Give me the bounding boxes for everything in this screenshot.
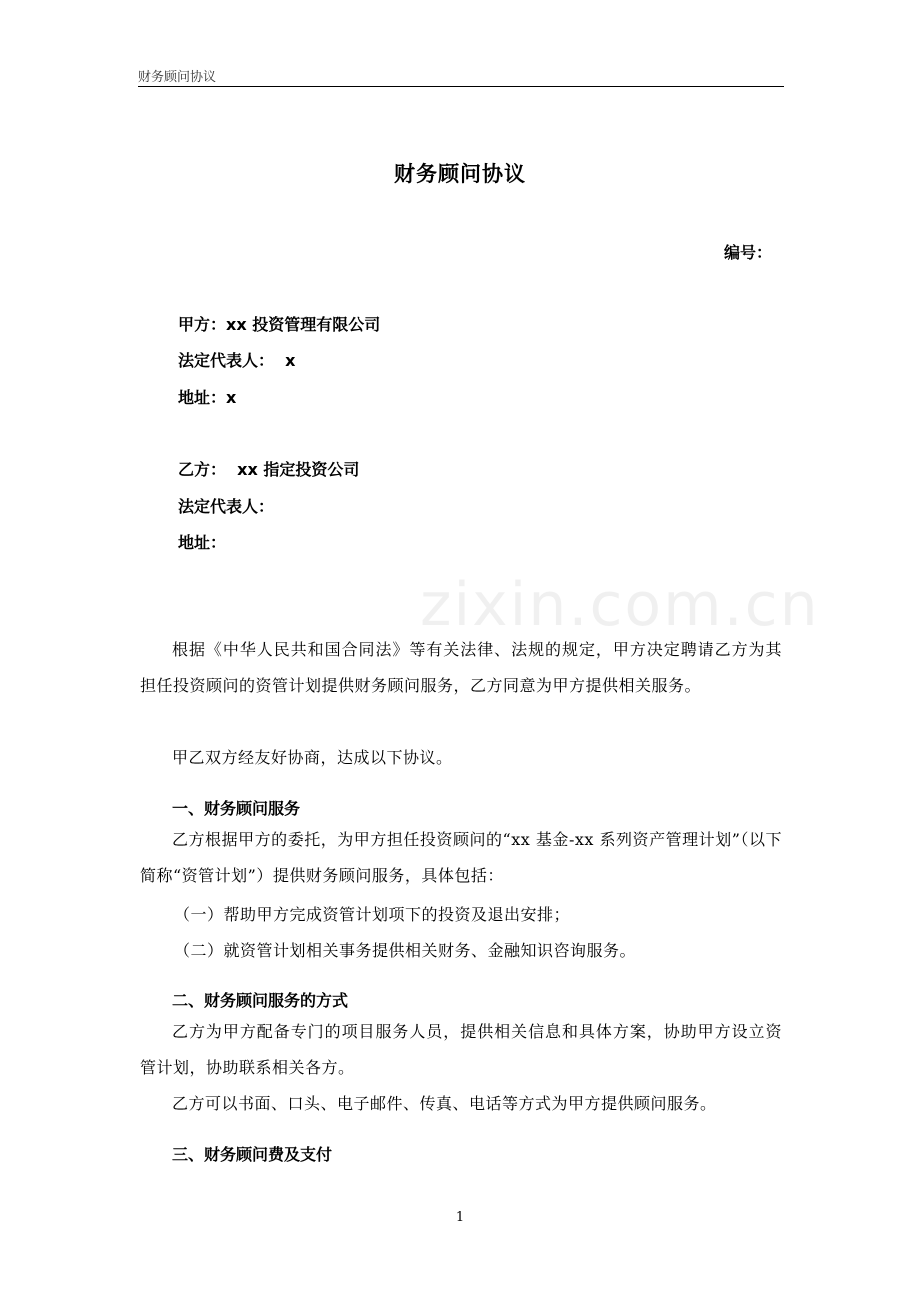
section-1-item-2: （二）就资管计划相关事务提供相关财务、金融知识咨询服务。 xyxy=(174,941,637,960)
party-a-name: 甲方：xx 投资管理有限公司 xyxy=(178,315,381,334)
document-number-label: 编号： xyxy=(723,243,772,262)
watermark: zixin.com.cn xyxy=(420,570,820,640)
section-2-paragraph-1: 乙方为甲方配备专门的项目服务人员，提供相关信息和具体方案，协助甲方设立资管计划，协助联系相关各方。 xyxy=(140,1022,782,1077)
intro-paragraph-2: 甲乙双方经友好协商，达成以下协议。 xyxy=(172,748,453,767)
section-1-heading: 一、财务顾问服务 xyxy=(172,799,301,818)
section-2-heading: 二、财务顾问服务的方式 xyxy=(172,991,349,1010)
party-b-name: 乙方： xx 指定投资公司 xyxy=(178,460,360,479)
intro-paragraph-1: 根据《中华人民共和国合同法》等有关法律、法规的规定，甲方决定聘请乙方为其担任投资顾问的资管计划提供财务顾问服务，乙方同意为甲方提供相关服务。 xyxy=(140,640,782,695)
section-1-paragraph: 乙方根据甲方的委托，为甲方担任投资顾问的“xx 基金-xx 系列资产管理计划”（以下简称“资管计划”）提供财务顾问服务，具体包括： xyxy=(140,830,782,885)
party-b-address: 地址： xyxy=(178,533,227,552)
page-number: 1 xyxy=(455,1210,465,1225)
running-header: 财务顾问协议 xyxy=(138,70,217,85)
section-2-paragraph-2: 乙方可以书面、口头、电子邮件、传真、电话等方式为甲方提供顾问服务。 xyxy=(172,1094,717,1113)
section-1-item-1: （一）帮助甲方完成资管计划项下的投资及退出安排； xyxy=(174,905,571,924)
party-a-address: 地址：x xyxy=(178,388,237,407)
document-title: 财务顾问协议 xyxy=(394,162,526,186)
section-3-heading: 三、财务顾问费及支付 xyxy=(172,1145,333,1164)
header-divider xyxy=(138,86,784,87)
party-b-representative: 法定代表人： xyxy=(178,497,275,516)
party-a-representative: 法定代表人： x xyxy=(178,351,296,370)
